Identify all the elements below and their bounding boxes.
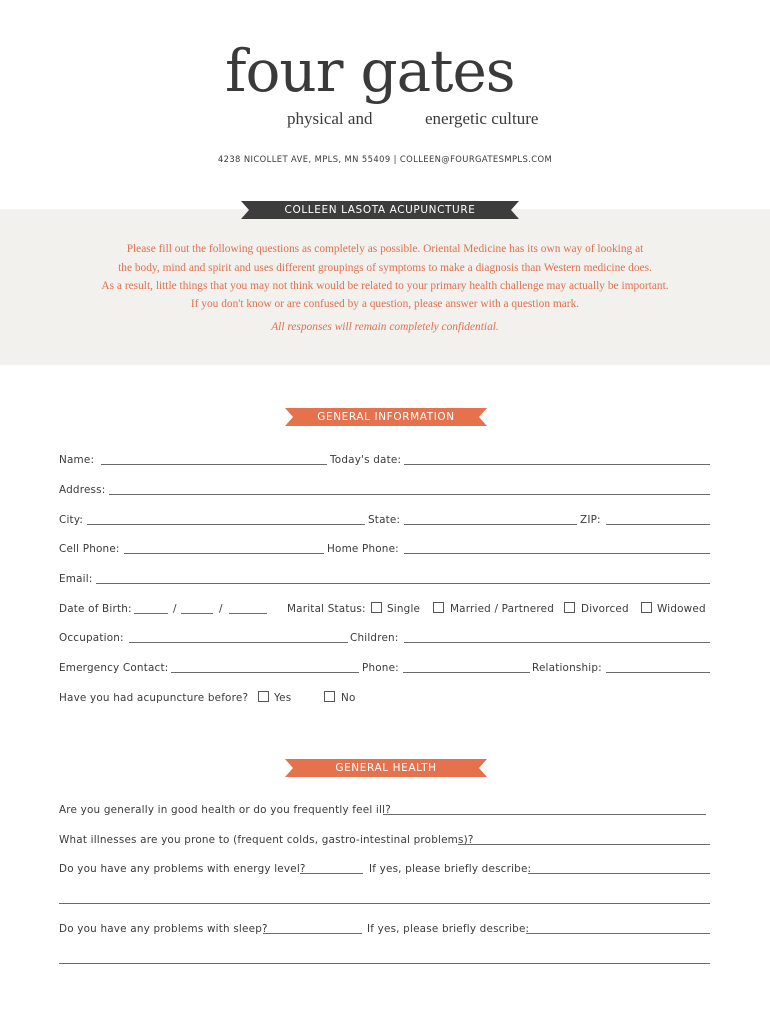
zip-field[interactable] — [606, 524, 710, 525]
marital-married-label: Married / Partnered — [450, 603, 554, 615]
children-label: Children: — [350, 632, 399, 644]
intro-line-3: As a result, little things that you may not think would be related to your primary health challenge may actually be important. — [101, 280, 669, 292]
marital-widowed-label: Widowed — [657, 603, 706, 615]
state-field[interactable] — [404, 524, 577, 525]
logo-word-gates: gates — [360, 37, 515, 105]
relationship-field[interactable] — [606, 672, 710, 673]
health-question-4: Do you have any problems with sleep? — [59, 923, 268, 935]
address-label: Address: — [59, 484, 106, 496]
address-field[interactable] — [109, 494, 710, 495]
energy-describe-label: If yes, please briefly describe: — [369, 863, 532, 875]
marital-status-label: Marital Status: — [287, 603, 366, 615]
acupuncture-no-checkbox[interactable] — [324, 691, 335, 702]
email-field[interactable] — [96, 583, 710, 584]
energy-describe-field-continued[interactable] — [59, 903, 710, 904]
zip-label: ZIP: — [580, 514, 601, 526]
dob-separator-1: / — [173, 603, 177, 615]
sleep-describe-field[interactable] — [526, 933, 710, 934]
dob-separator-2: / — [219, 603, 223, 615]
dob-label: Date of Birth: — [59, 603, 132, 615]
acupuncture-yes-checkbox[interactable] — [258, 691, 269, 702]
dob-day-field[interactable] — [181, 613, 213, 614]
energy-describe-field[interactable] — [528, 873, 710, 874]
health-question-1: Are you generally in good health or do you frequently feel ill? — [59, 804, 391, 816]
sleep-describe-field-continued[interactable] — [59, 963, 710, 964]
marital-widowed-checkbox[interactable] — [641, 602, 652, 613]
logo-wordmark — [225, 37, 515, 105]
marital-divorced-checkbox[interactable] — [564, 602, 575, 613]
health-answer-2-field[interactable] — [458, 844, 710, 845]
email-label: Email: — [59, 573, 93, 585]
general-info-ribbon — [285, 408, 487, 426]
cell-phone-field[interactable] — [124, 553, 324, 554]
energy-level-field[interactable] — [300, 873, 363, 874]
general-health-ribbon — [285, 759, 487, 777]
intro-banner-ribbon — [241, 201, 519, 219]
occupation-label: Occupation: — [59, 632, 124, 644]
sleep-describe-label: If yes, please briefly describe: — [367, 923, 530, 935]
logo-sub-right: energetic culture — [425, 109, 539, 128]
sleep-field[interactable] — [263, 933, 362, 934]
health-question-3: Do you have any problems with energy level? — [59, 863, 306, 875]
city-field[interactable] — [87, 524, 365, 525]
general-info-title: GENERAL INFORMATION — [317, 411, 455, 423]
acupuncture-before-label: Have you had acupuncture before? — [59, 692, 249, 704]
home-phone-field[interactable] — [404, 553, 710, 554]
general-health-title: GENERAL HEALTH — [335, 762, 437, 774]
name-field[interactable] — [101, 464, 327, 465]
emergency-phone-field[interactable] — [403, 672, 530, 673]
logo-word-four: four — [225, 37, 343, 105]
marital-single-label: Single — [387, 603, 421, 615]
relationship-label: Relationship: — [532, 662, 602, 674]
logo-sub-left: physical and — [287, 109, 373, 128]
dob-month-field[interactable] — [134, 613, 168, 614]
todays-date-label: Today's date: — [330, 454, 402, 466]
children-field[interactable] — [404, 642, 710, 643]
city-label: City: — [59, 514, 84, 526]
occupation-field[interactable] — [129, 642, 348, 643]
marital-single-checkbox[interactable] — [371, 602, 382, 613]
acupuncture-no-label: No — [341, 692, 356, 704]
health-answer-1-field[interactable] — [383, 814, 706, 815]
intro-line-4: If you don't know or are confused by a question, please answer with a question mark. — [190, 298, 580, 310]
dob-year-field[interactable] — [229, 613, 267, 614]
cell-phone-label: Cell Phone: — [59, 543, 120, 555]
acupuncture-yes-label: Yes — [274, 692, 292, 704]
contact-address-line: 4238 NICOLLET AVE, MPLS, MN 55409 | COLLEEN@FOURGATESMPLS.COM — [217, 154, 553, 164]
emergency-contact-label: Emergency Contact: — [59, 662, 169, 674]
health-question-2: What illnesses are you prone to (frequent colds, gastro-intestinal problems)? — [59, 834, 474, 846]
name-label: Name: — [59, 454, 95, 466]
marital-divorced-label: Divorced — [581, 603, 629, 615]
intro-line-2: the body, mind and spirit and uses different groupings of symptoms to make a diagnosis than Western medicine does. — [118, 262, 652, 274]
emergency-contact-field[interactable] — [171, 672, 359, 673]
intro-banner-title: COLLEEN LASOTA ACUPUNCTURE — [284, 204, 476, 216]
intro-line-1: Please fill out the following questions as completely as possible. Oriental Medicine has its own way of looking at — [126, 243, 644, 255]
home-phone-label: Home Phone: — [327, 543, 399, 555]
confidential-note: All responses will remain completely confidential. — [271, 321, 499, 333]
todays-date-field[interactable] — [404, 464, 710, 465]
marital-married-checkbox[interactable] — [433, 602, 444, 613]
emergency-phone-label: Phone: — [362, 662, 399, 674]
state-label: State: — [368, 514, 401, 526]
